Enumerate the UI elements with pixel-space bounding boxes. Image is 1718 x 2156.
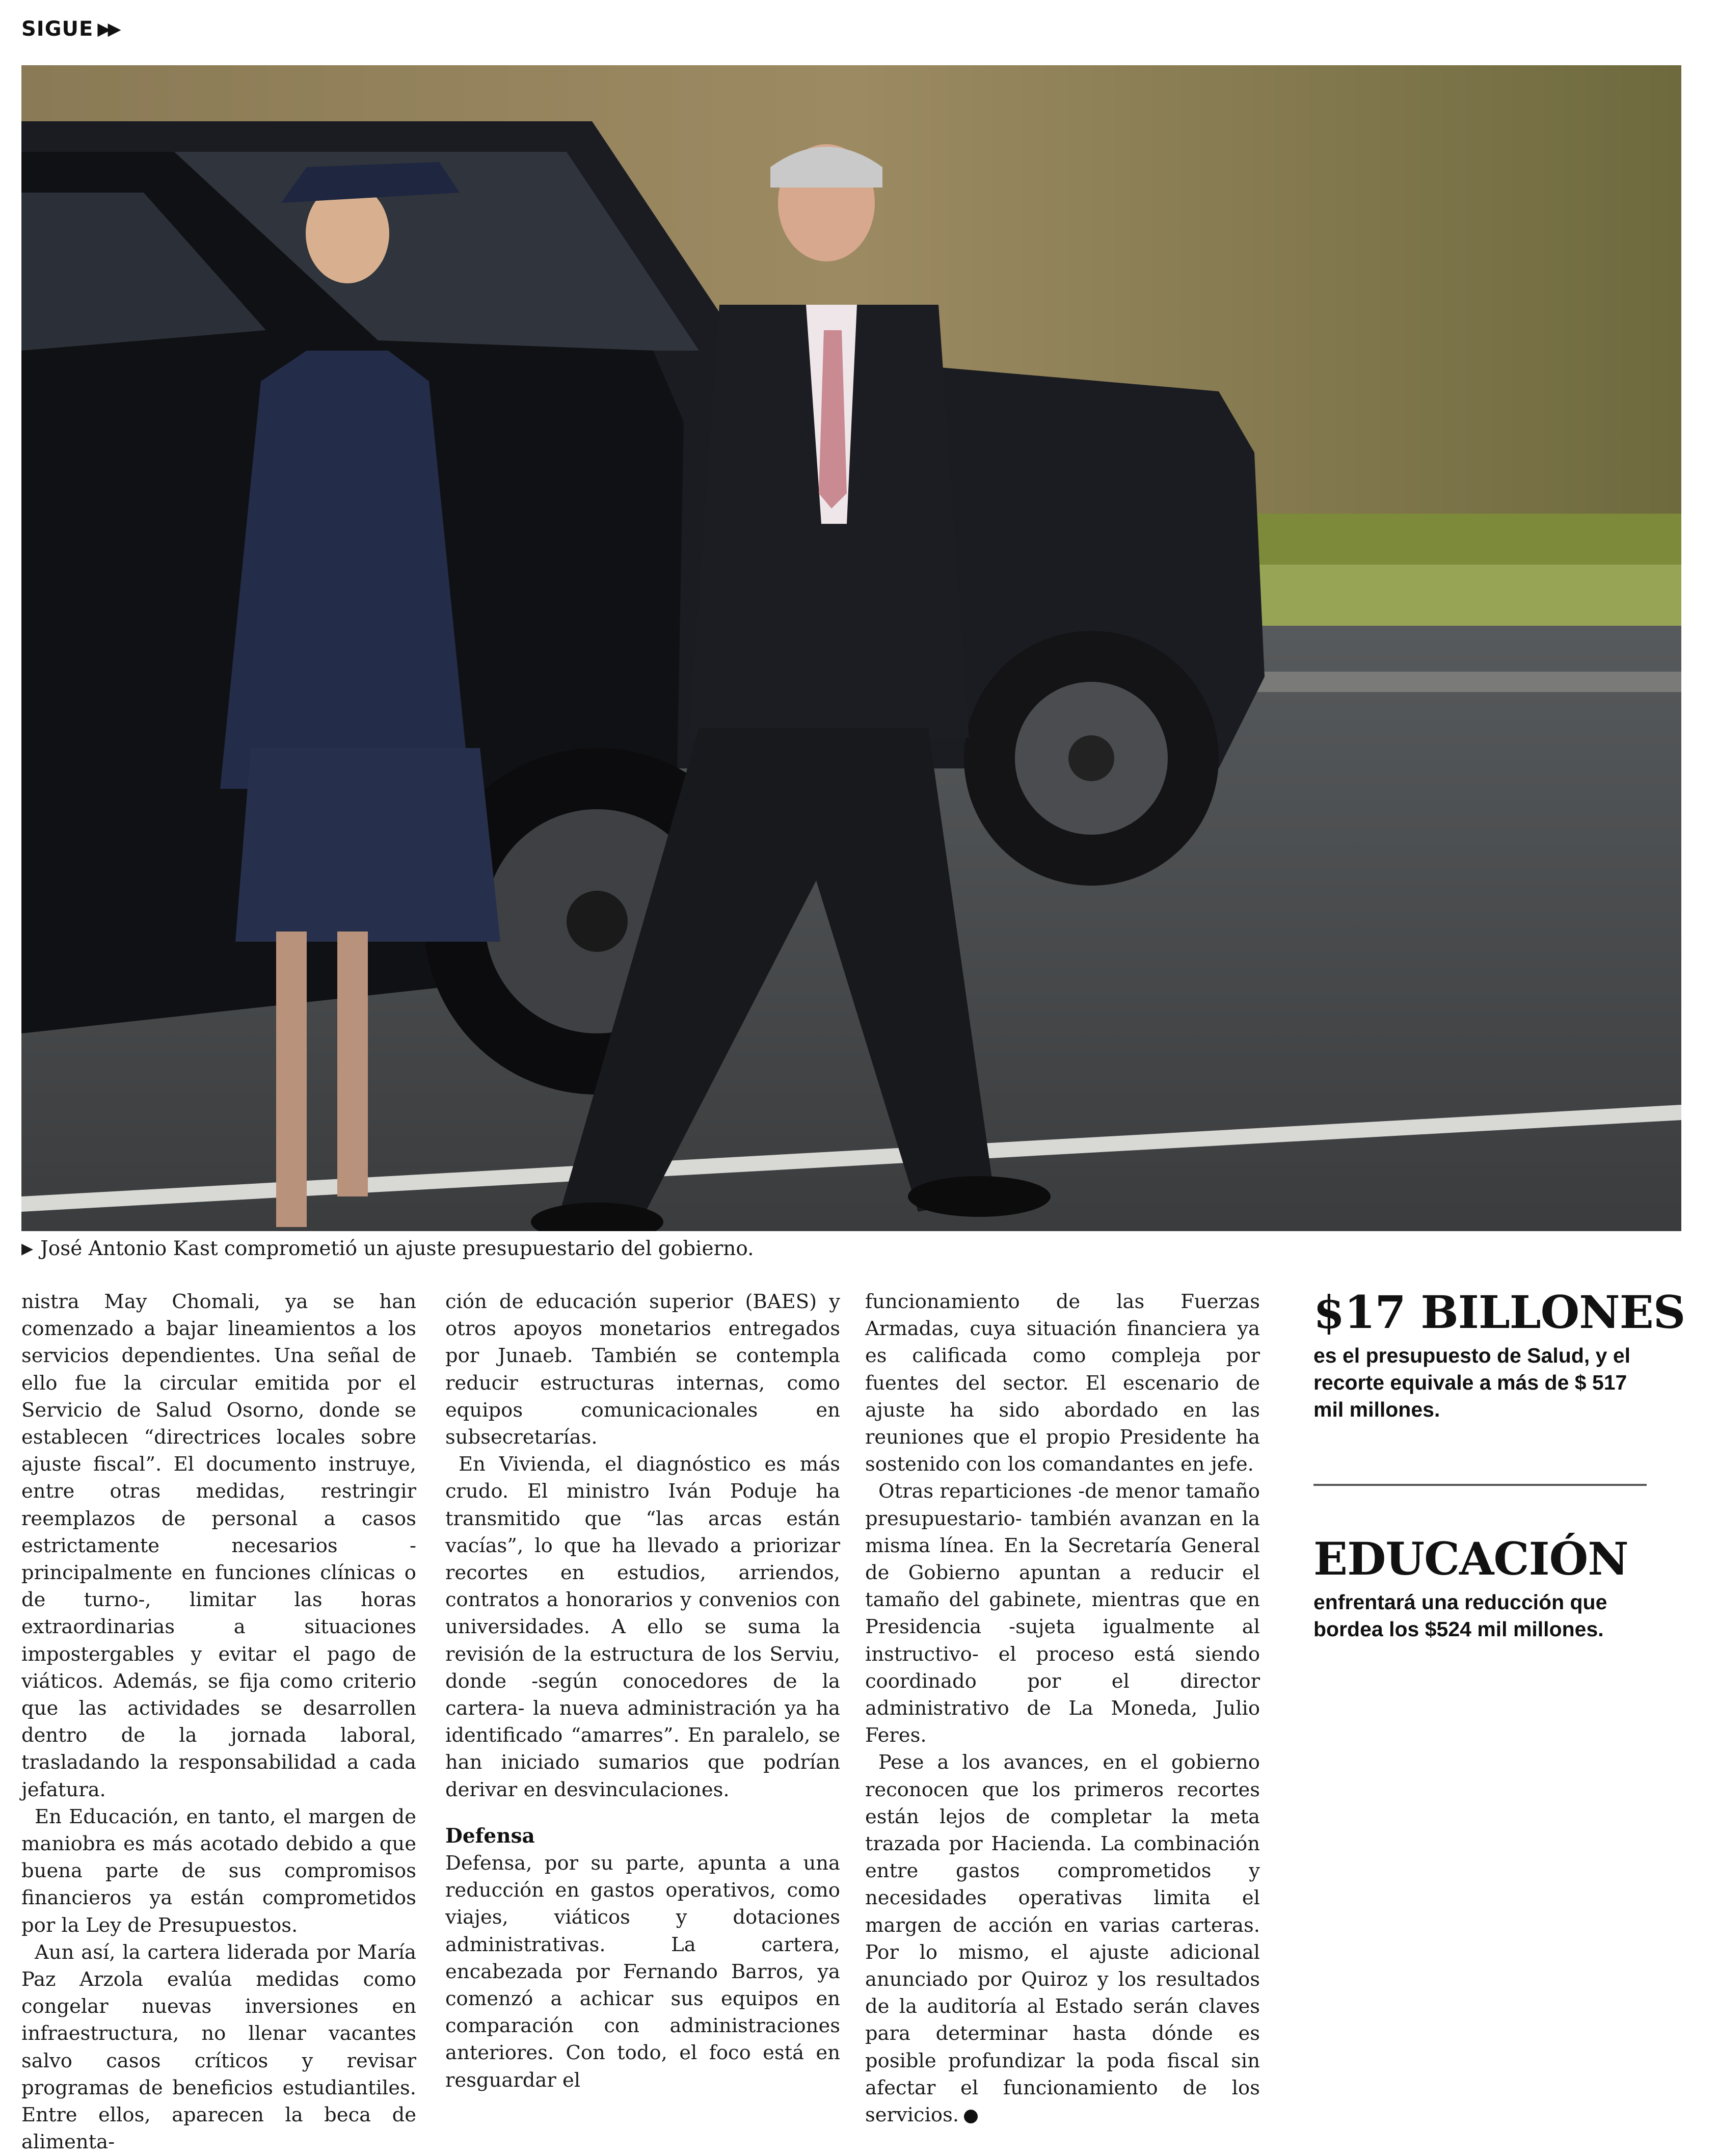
paragraph: En Educación, en tanto, el margen de maniobra es más acotado debido a que buena parte de sus compromisos financieros ya están comprometidos por la Ley de Presupuestos. xyxy=(21,1805,416,1937)
paragraph: En Vivienda, el diagnóstico es más crudo. El ministro Iván Poduje ha transmitido que “las arcas están vacías”, lo que ha llevado a priorizar recortes en estudios, arriendos, contratos a honorarios y convenios con universidades. A ello se suma la revisión de la estructura de los Serviu, donde -según conocedores de la cartera- la nueva administración ya ha identificado “amarres”. En paralelo, se han iniciado sumarios que podrían derivar en desvinculaciones. xyxy=(445,1453,840,1801)
double-arrow-icon: ▶▶ xyxy=(97,19,118,39)
paragraph: nistra May Chomali, ya se han comenzado a bajar lineamientos a los servicios dependientes. Una señal de ello fue la circular emitida por el Servicio de Salud Osorno, donde se establecen “directrices locales sobre ajuste fiscal”. El documento instruye, entre otras medidas, restringir reemplazos de personal a casos estrictamente necesarios -principalmente en funciones clínicas o de turno-, limitar las horas extraordinarias a situaciones impostergables y evitar el pago de viáticos. Además, se fija como criterio que las actividades se desarrollen dentro de la jornada laboral, trasladando la responsabilidad a cada jefatura. xyxy=(21,1290,416,1801)
stat-box-education xyxy=(1313,1534,1650,1643)
photo-illustration xyxy=(21,65,1681,1231)
stat-box-health xyxy=(1313,1286,1685,1423)
paragraph: Otras reparticiones -de menor tamaño presupuestario- también avanzan en la misma línea. En la Secretaría General de Gobierno apuntan a reducir el tamaño del gabinete, mientras que en Presidencia -sujeta igualmente al instructivo- el proceso está siendo coordinado por el director administrativo de La Moneda, Julio Feres. xyxy=(865,1480,1260,1747)
stat-headline: EDUCACIÓN xyxy=(1313,1532,1628,1585)
paragraph-text: Pese a los avances, en el gobierno reconocen que los primeros recortes están lejos de completar la meta trazada por Hacienda. La combinación entre gastos comprometidos y necesidades operativas limita el margen de acción en varias carteras. Por lo mismo, el ajuste adicional anunciado por Quiroz y los resultados de la auditoría al Estado serán claves para determinar hasta dónde es posible profundizar la poda fiscal sin afectar el funcionamiento de los servicios. xyxy=(865,1751,1260,2127)
paragraph: ción de educación superior (BAES) y otros apoyos monetarios entregados por Junaeb. También se contempla reducir estructuras internas, como equipos comunicacionales en subsecretarías. xyxy=(445,1290,840,1449)
paragraph: funcionamiento de las Fuerzas Armadas, cuya situación financiera ya es calificada como compleja por fuentes del sector. El escenario de ajuste ha sido abordado en las reuniones que el propio Presidente ha sostenido con los comandantes en jefe. xyxy=(865,1290,1260,1476)
section-heading: Defensa xyxy=(445,1824,535,1848)
article-column-2 xyxy=(445,1288,840,2094)
continues-label xyxy=(21,17,118,41)
spacer xyxy=(445,1803,840,1823)
sigue-text: SIGUE xyxy=(21,17,94,41)
stat-description: es el presupuesto de Salud, y el recorte equivale a más de $ 517 mil millones. xyxy=(1313,1344,1631,1421)
caption-arrow-icon: ▶ xyxy=(21,1240,34,1258)
article-column-1 xyxy=(21,1288,416,2156)
paragraph xyxy=(865,1749,1260,2128)
divider xyxy=(1313,1484,1647,1486)
caption-text: José Antonio Kast comprometió un ajuste presupuestario del gobierno. xyxy=(40,1237,754,1260)
news-photo xyxy=(21,65,1681,1231)
paragraph: Aun así, la cartera liderada por María Paz Arzola evalúa medidas como congelar nuevas inversiones en infraestructura, no llenar vacantes salvo casos críticos y revisar programas de beneficios estudiantiles. Entre ellos, aparecen la beca de alimenta- xyxy=(21,1940,416,2154)
stat-headline: $17 BILLONES xyxy=(1313,1286,1685,1339)
stat-description: enfrentará una reducción que bordea los $524 mil millones. xyxy=(1313,1590,1607,1641)
end-of-article-icon xyxy=(964,2110,978,2123)
photo-caption xyxy=(21,1237,1346,1260)
article-column-3 xyxy=(865,1288,1260,2128)
paragraph: Defensa, por su parte, apunta a una reducción en gastos operativos, como viajes, viáticos y dotaciones administrativas. La cartera, encabezada por Fernando Barros, ya comenzó a achicar sus equipos en comparación con administraciones anteriores. Con todo, el foco está en resguardar el xyxy=(445,1852,840,2092)
